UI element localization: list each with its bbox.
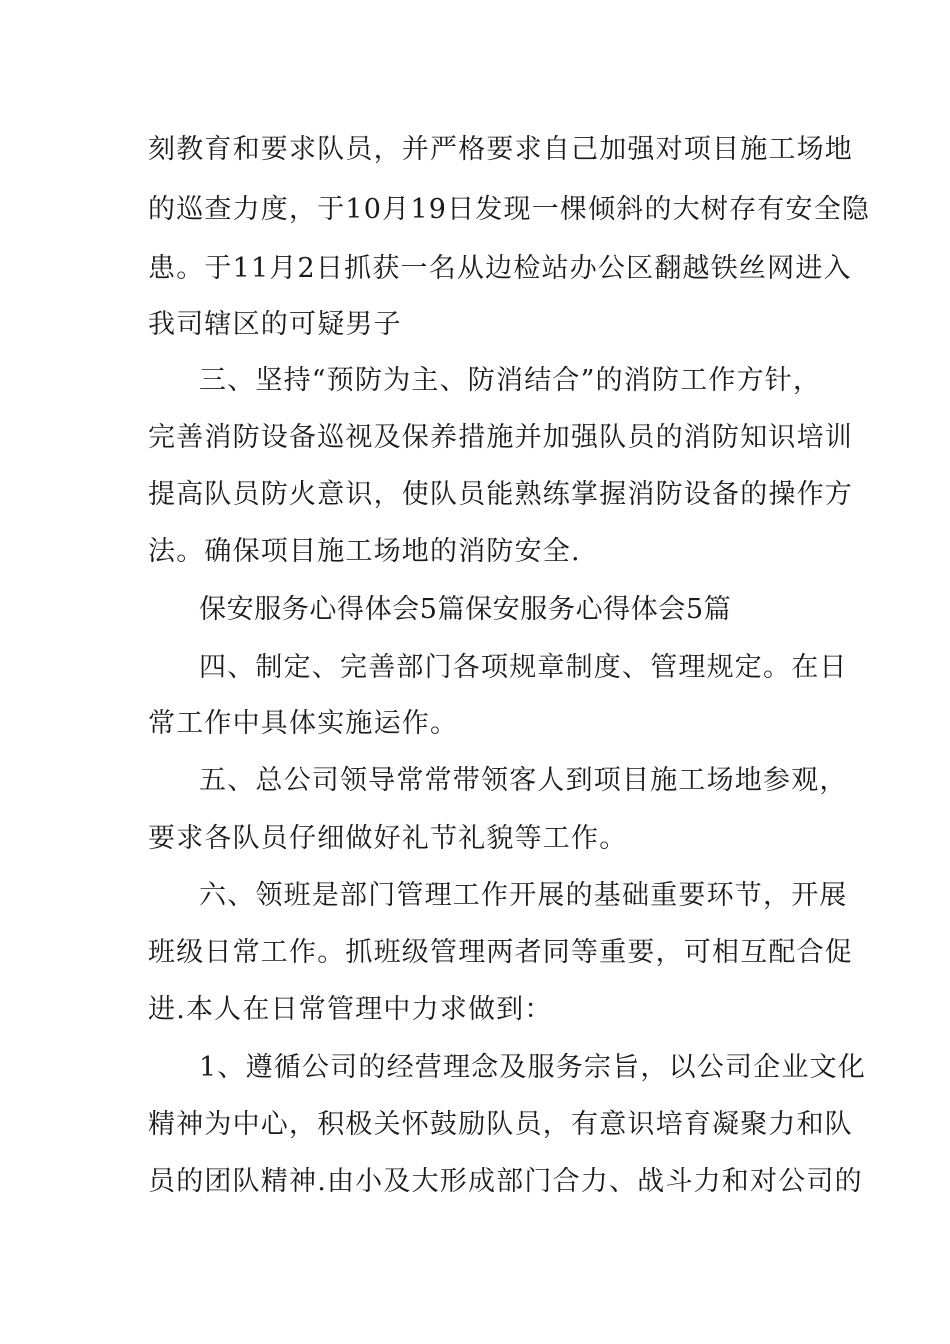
text-line: 患。于11月2日抓获一名从边检站办公区翻越铁丝网进入 xyxy=(148,253,852,284)
text-line: 常工作中具体实施运作。 xyxy=(148,708,459,739)
text-line: 员的团队精神.由小及大形成部门合力、战斗力和对公司的 xyxy=(148,1166,863,1197)
text-line: 提高队员防火意识，使队员能熟练掌握消防设备的操作方 xyxy=(148,479,853,510)
paragraph-start-line: 保安服务心得体会5篇保安服务心得体会5篇 xyxy=(199,594,732,625)
text-line: 的巡查力度，于10月19日发现一棵倾斜的大树存有安全隐 xyxy=(148,194,871,225)
text-line: 精神为中心，积极关怀鼓励队员，有意识培育凝聚力和队 xyxy=(148,1109,853,1140)
text-line: 进.本人在日常管理中力求做到： xyxy=(148,994,553,1025)
paragraph-start-line: 1、遵循公司的经营理念及服务宗旨，以公司企业文化 xyxy=(199,1052,866,1083)
text-line: 我司辖区的可疑男子 xyxy=(148,309,402,340)
text-line: 完善消防设备巡视及保养措施并加强队员的消防知识培训 xyxy=(148,422,853,453)
text-line: 法。确保项目施工场地的消防安全. xyxy=(148,536,581,567)
text-line: 要求各队员仔细做好礼节礼貌等工作。 xyxy=(148,823,628,854)
text-line: 刻教育和要求队员，并严格要求自己加强对项目施工场地 xyxy=(148,134,853,165)
paragraph-start-line: 六、领班是部门管理工作开展的基础重要环节，开展 xyxy=(199,880,848,911)
paragraph-start-line: 三、坚持“预防为主、防消结合”的消防工作方针， xyxy=(199,365,822,396)
paragraph-start-line: 五、总公司领导常常带领客人到项目施工场地参观， xyxy=(199,765,848,796)
paragraph-start-line: 四、制定、完善部门各项规章制度、管理规定。在日 xyxy=(199,652,848,683)
text-line: 班级日常工作。抓班级管理两者同等重要，可相互配合促 xyxy=(148,937,853,968)
